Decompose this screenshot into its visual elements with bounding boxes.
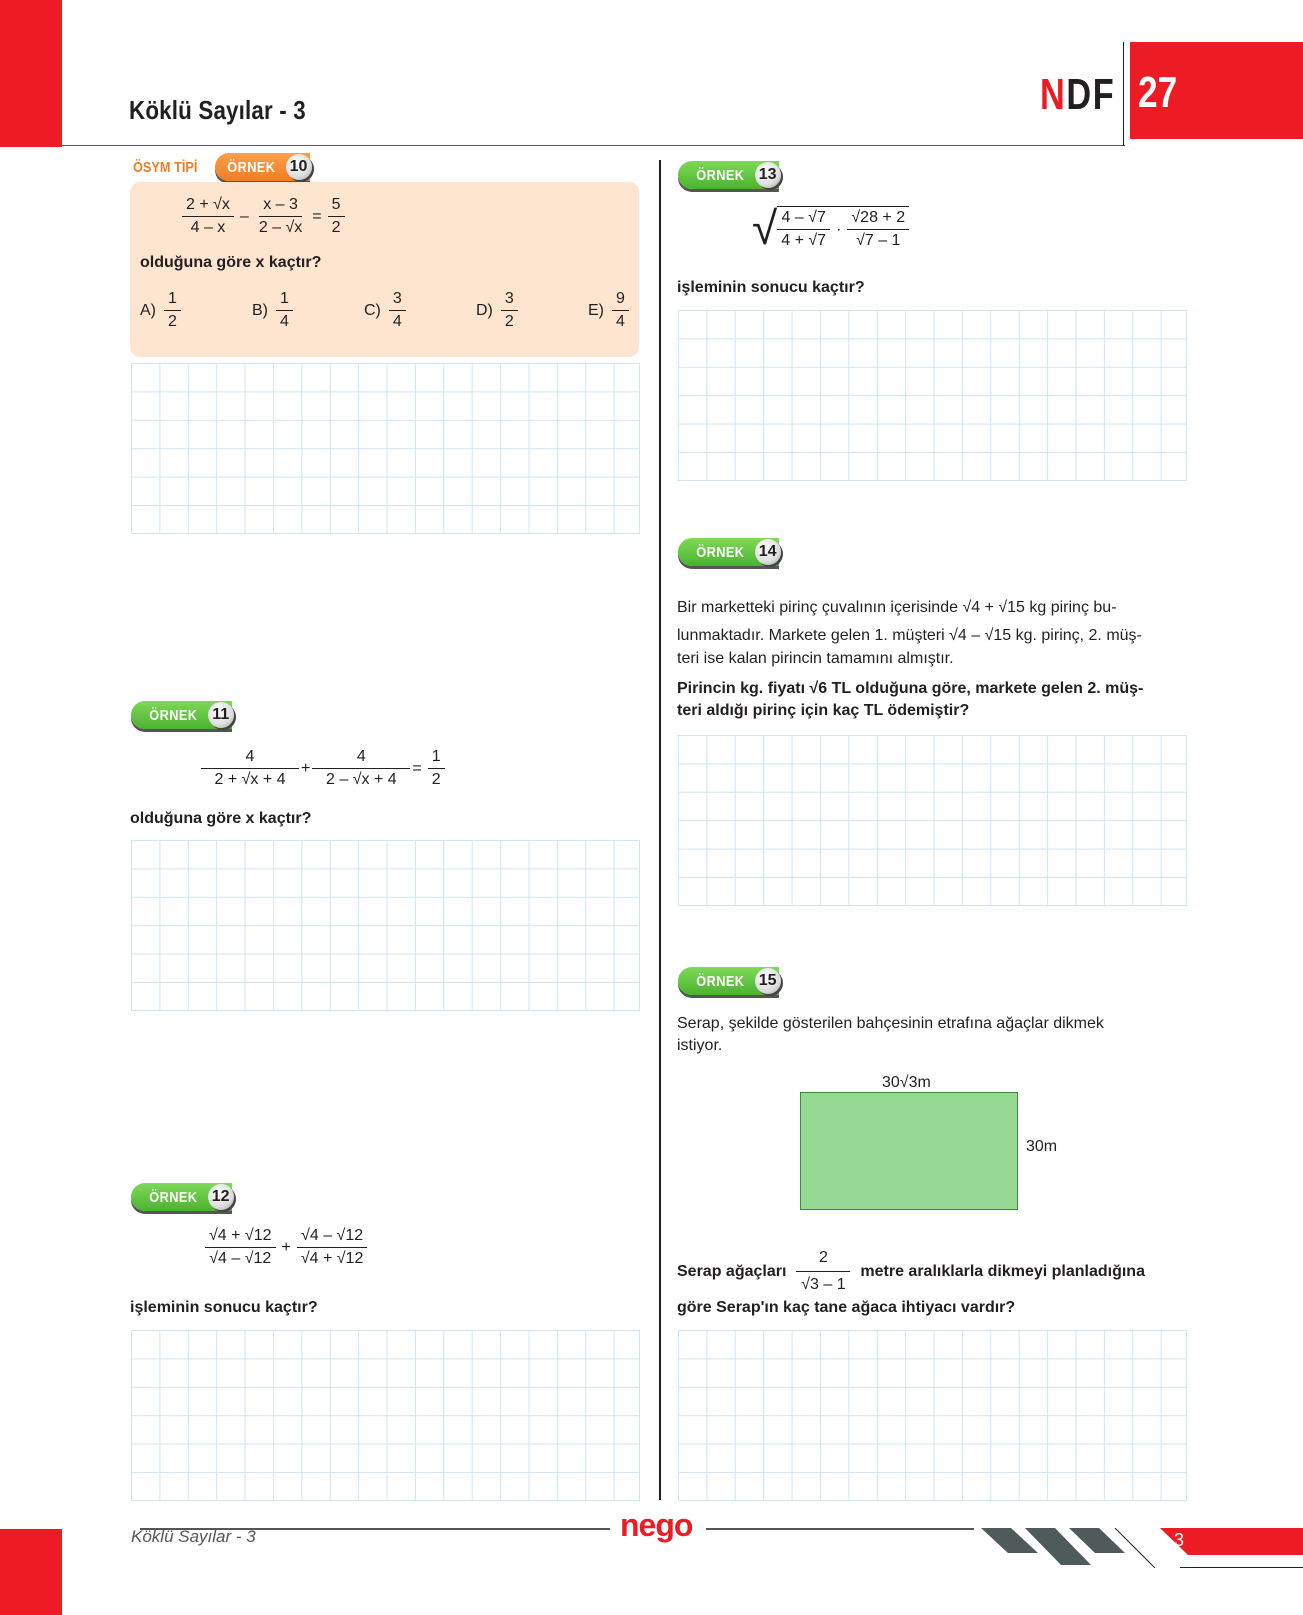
- q15-text: Serap, şekilde gösterilen bahçesinin etrafına ağaçlar dikmek istiyor.: [677, 1015, 1104, 1054]
- q15-prompt: Serap ağaçları $\frac{2}{√3 - 1}$ metre aralıklarla dikmeyi planladığına: [677, 1249, 1145, 1293]
- example-badge: ÖRNEK: [215, 153, 310, 181]
- q11-equation: $\frac{4}{2 + √x + 4}$ + $\frac{4}{2 - √x + 4}$ = $\frac{1}{2}$: [205, 748, 445, 789]
- example-number: 15: [755, 968, 781, 994]
- stripe-line: [1115, 1528, 1155, 1568]
- example-badge: ÖRNEK: [131, 1183, 232, 1211]
- side-accent-bar-top: [0, 0, 62, 147]
- q15-header: [678, 966, 781, 996]
- q14-header: [678, 537, 781, 567]
- q12-prompt: işleminin sonucu kaçtır?: [130, 1299, 318, 1316]
- section-number: 27: [1138, 68, 1178, 117]
- page-title: Köklü Sayılar - 3: [129, 95, 306, 125]
- osym-tag: ÖSYM TİPİ: [133, 158, 198, 176]
- brand-first-letter: N: [1040, 70, 1067, 119]
- q10-prompt: olduğuna göre x kaçtır?: [140, 254, 322, 271]
- q11-header: [131, 700, 234, 730]
- q14-text: Bir marketteki pirinç çuvalının içerisinde √4 + √15 kg pirinç bu- lunmaktadır. Markete gelen 1. müşteri √4 – √15 kg. pirinç, 2. müş- teri ise kalan pirincin tamamını almıştır.: [677, 599, 1142, 667]
- example-number: 14: [755, 539, 781, 565]
- publisher-logo: nego: [620, 1507, 693, 1543]
- side-accent-bar-bottom: [0, 1529, 62, 1615]
- column-divider: [659, 160, 661, 1500]
- q13-header: [678, 160, 781, 190]
- header-divider: [62, 145, 1125, 146]
- q10-choices: [140, 290, 629, 331]
- q11-scratch-grid[interactable]: [131, 840, 640, 1011]
- q13-prompt: işleminin sonucu kaçtır?: [677, 279, 865, 296]
- choice-b[interactable]: B) $\frac{1}{4}$: [252, 290, 364, 331]
- q11-prompt: olduğuna göre x kaçtır?: [130, 810, 312, 827]
- example-badge: ÖRNEK: [131, 701, 232, 729]
- example-badge: ÖRNEK: [678, 538, 779, 566]
- page-number: 3: [1174, 1530, 1185, 1550]
- garden-height-label: 30m: [1026, 1138, 1058, 1155]
- decorative-stripes: [975, 1528, 1175, 1568]
- example-number: 13: [755, 162, 781, 188]
- q15-scratch-grid[interactable]: [678, 1330, 1187, 1501]
- brand-separator: [1123, 42, 1124, 146]
- example-number: 12: [208, 1184, 234, 1210]
- footer-divider-right: [706, 1528, 974, 1530]
- brand-rest: DF: [1066, 70, 1116, 119]
- radical-sign: √: [752, 202, 778, 254]
- example-number: 11: [208, 702, 234, 728]
- garden-width-label: 30√3m: [882, 1074, 931, 1091]
- choice-e[interactable]: E) $\frac{9}{4}$: [588, 290, 629, 331]
- page-number-underline: [1180, 1567, 1303, 1568]
- example-number: 10: [286, 154, 312, 180]
- choice-c[interactable]: C) $\frac{3}{4}$: [364, 290, 476, 331]
- q14-scratch-grid[interactable]: [678, 735, 1187, 906]
- example-badge: ÖRNEK: [678, 161, 779, 189]
- choice-d[interactable]: D) $\frac{3}{2}$: [476, 290, 588, 331]
- q12-scratch-grid[interactable]: [131, 1330, 640, 1501]
- stripe-3: [1069, 1528, 1125, 1553]
- q15-prompt-line2: göre Serap'ın kaç tane ağaca ihtiyacı vardır?: [677, 1299, 1016, 1316]
- example-badge: ÖRNEK: [678, 967, 779, 995]
- q10-scratch-grid[interactable]: [131, 363, 640, 534]
- brand-ndf: [1040, 70, 1115, 120]
- q13-equation: √ $\frac{4 - √7}{4 + √7}$ · $\frac{√28 + 2}{√7 - 1}$: [752, 205, 909, 251]
- choice-a[interactable]: A) $\frac{1}{2}$: [140, 290, 252, 331]
- q13-scratch-grid[interactable]: [678, 310, 1187, 481]
- q10-header: [133, 152, 312, 182]
- q10-equation: $\frac{2 + √x}{4 - x}$ – $\frac{x - 3}{2 - √x}$ = $\frac{5}{2}$: [182, 196, 345, 237]
- q12-header: [131, 1182, 234, 1212]
- q12-equation: $\frac{√4 + √12}{√4 - √12}$ + $\frac{√4 - √12}{√4 + √12}$: [205, 1227, 367, 1268]
- q14-prompt: Pirincin kg. fiyatı √6 TL olduğuna göre, markete gelen 2. müş- teri aldığı pirinç için kaç TL ödemiştir?: [677, 680, 1144, 719]
- footer-title: Köklü Sayılar - 3: [131, 1527, 256, 1546]
- garden-rectangle: [800, 1092, 1018, 1210]
